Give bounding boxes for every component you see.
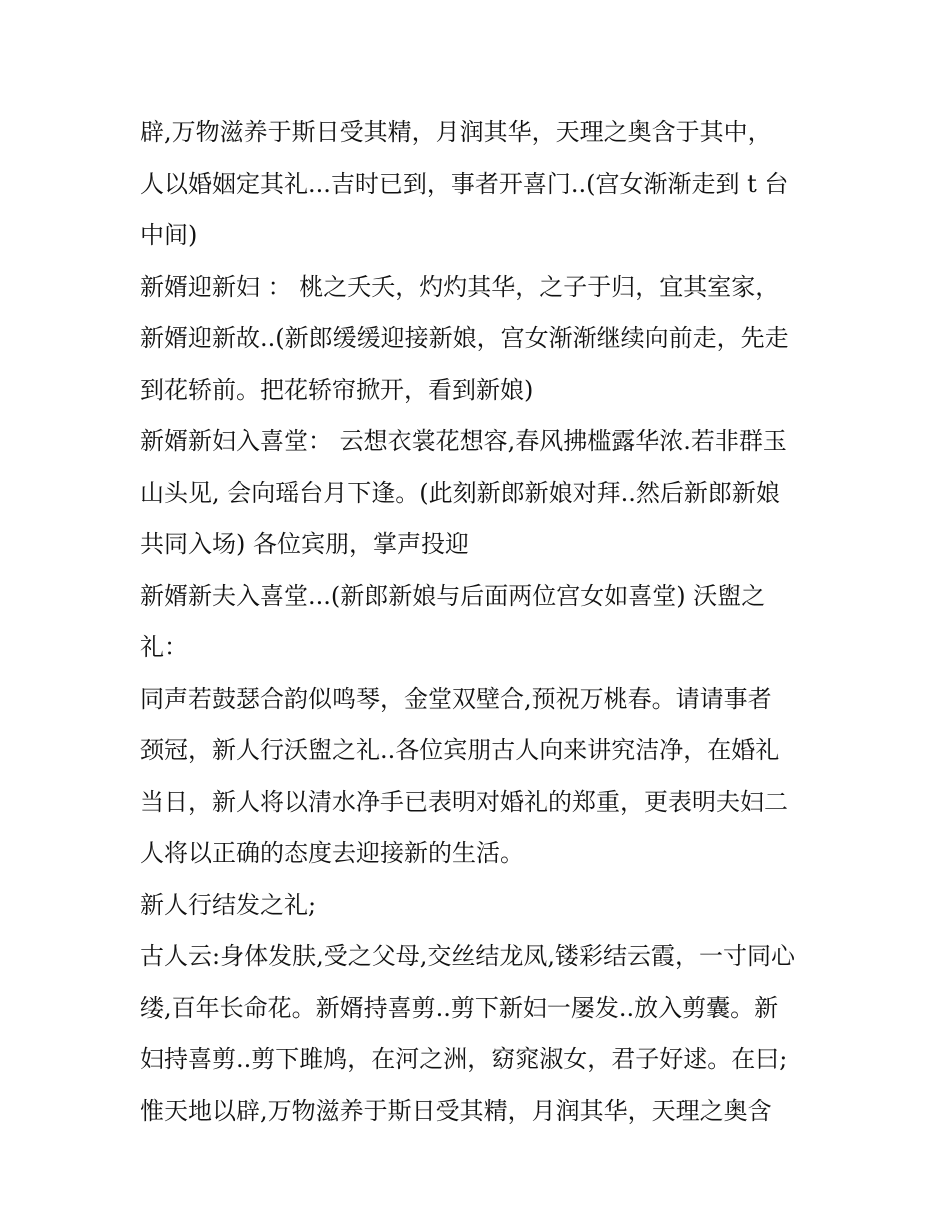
text-line: 辟,万物滋养于斯日受其精，月润其华，天理之奥含于其中， (140, 118, 772, 146)
text-line: 新婿新妇入喜堂： 云想衣裳花想容,春风拂槛露华浓.若非群玉 (140, 427, 787, 455)
text-line: 新婿新夫入喜堂...(新郎新娘与后面两位宫女如喜堂) 沃盥之 (140, 581, 766, 610)
text-line: 古人云:身体发肤,受之父母,交丝结龙凤,镂彩结云霞，一寸同心 (140, 942, 795, 970)
text-line: 礼： (140, 633, 188, 661)
text-line: 人以婚姻定其礼...吉时已到，事者开喜门..(宫女渐渐走到 t 台 (140, 169, 789, 198)
text-line: 惟天地以辟,万物滋养于斯日受其精，月润其华，天理之奥含 (140, 1096, 772, 1125)
text-line: 到花轿前。把花轿帘掀开，看到新娘) (140, 375, 534, 404)
text-line: 新婿迎新故..(新郎缓缓迎接新娘，宫女渐渐继续向前走，先走 (140, 324, 789, 352)
text-line: 山头见, 会向瑶台月下逢。(此刻新郎新娘对拜..然后新郎新娘 (140, 478, 780, 507)
text-line: 妇持喜剪..剪下雎鸠，在河之洲，窈窕淑女，君子好逑。在曰; (140, 1045, 788, 1073)
text-line: 同声若鼓瑟合韵似鸣琴，金堂双壁合,预祝万桃春。请请事者 (140, 684, 772, 713)
document-body (140, 107, 820, 1137)
text-line: 缕,百年长命花。新婿持喜剪..剪下新妇一屡发..放入剪囊。新 (140, 993, 779, 1022)
text-line: 共同入场) 各位宾朋，掌声投迎 (140, 530, 469, 558)
text-line: 中间) (140, 221, 198, 249)
text-line: 人将以正确的态度去迎接新的生活。 (140, 839, 524, 867)
text-line: 颈冠，新人行沃盥之礼..各位宾朋古人向来讲究洁净，在婚礼 (140, 736, 780, 764)
text-line: 当日，新人将以清水净手已表明对婚礼的郑重，更表明夫妇二 (140, 787, 788, 816)
text-line: 新婿迎新妇 ： 桃之夭夭，灼灼其华，之子于归，宜其室家， (140, 272, 780, 301)
text-line: 新人行结发之礼; (140, 890, 317, 919)
